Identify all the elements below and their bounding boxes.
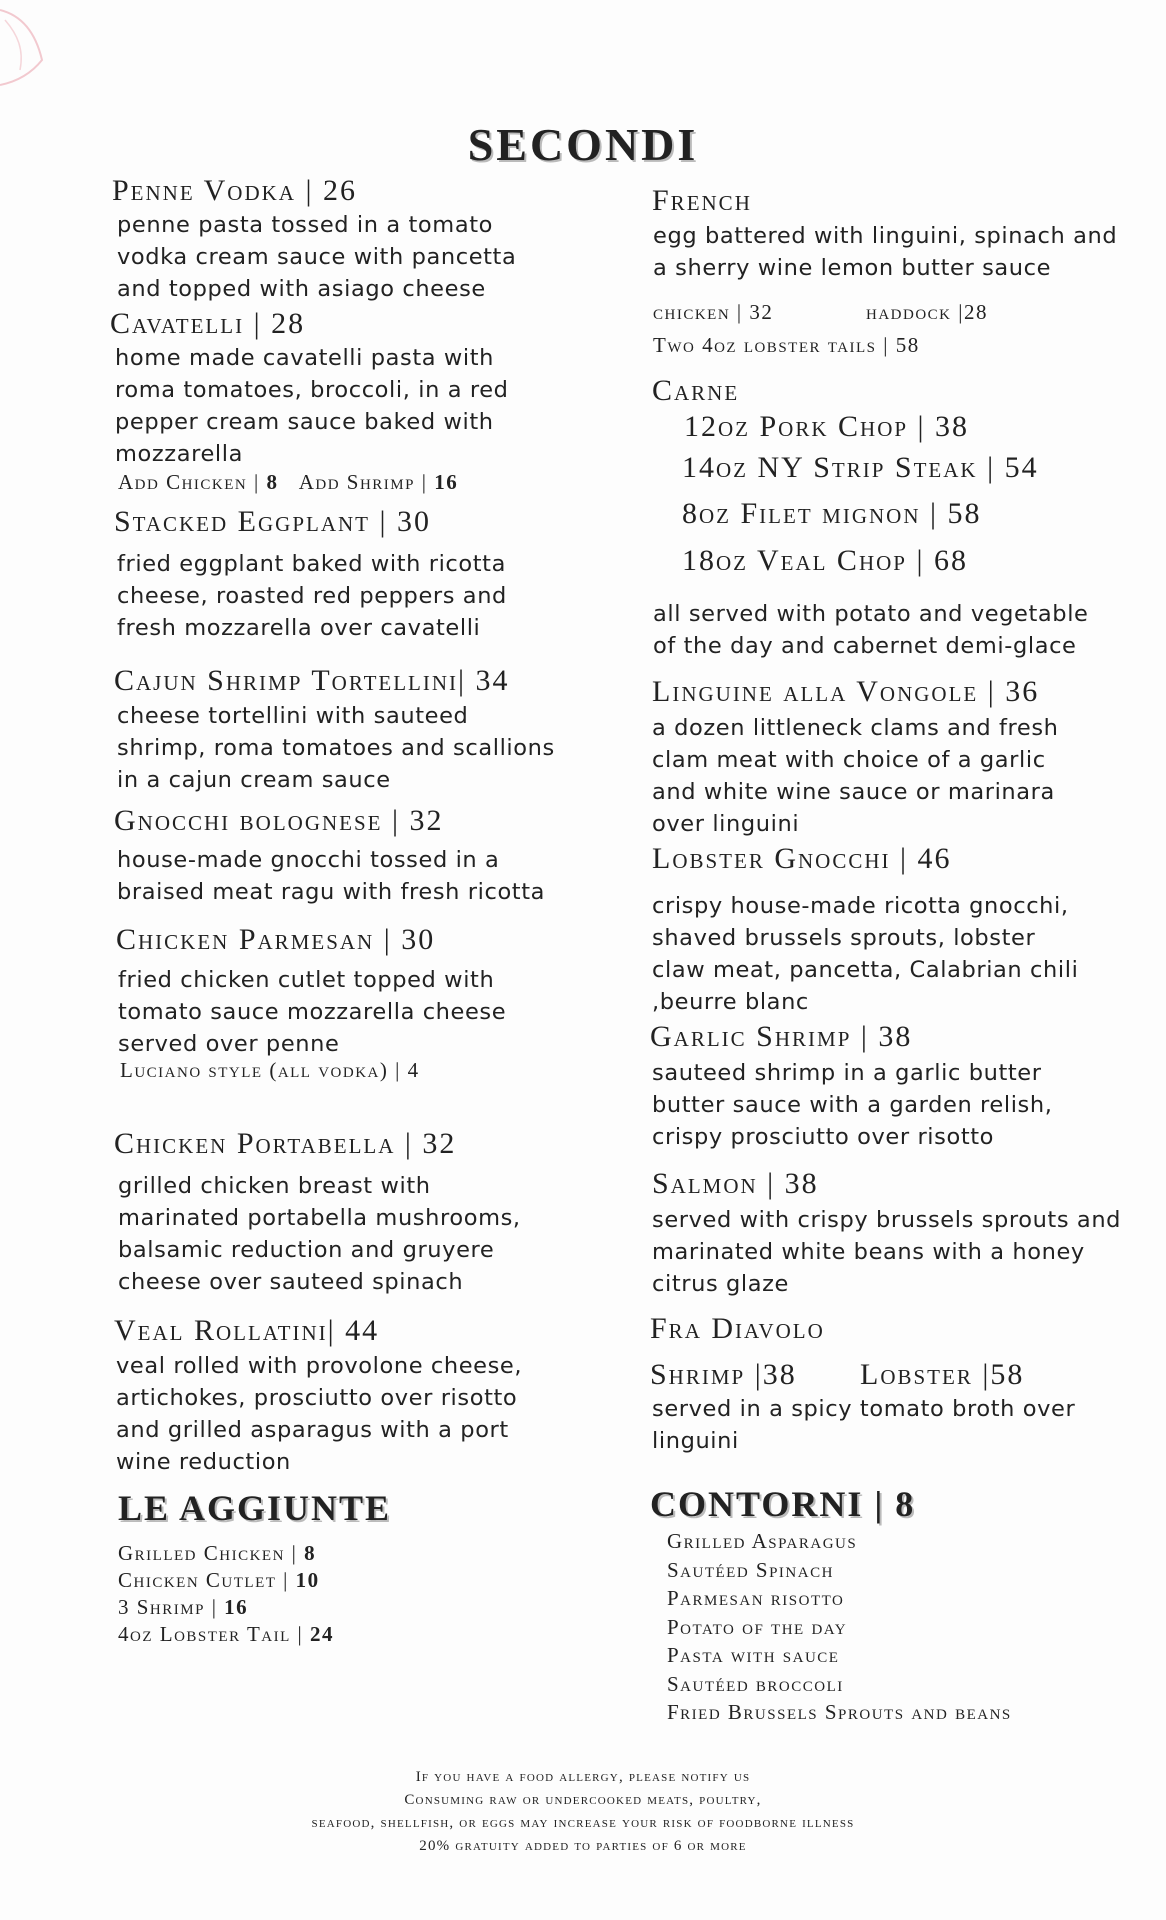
- french-chicken-price: chicken | 32: [653, 300, 774, 324]
- item-name-fra-diavolo: Fra Diavolo: [650, 1312, 825, 1345]
- item-name-gnocchi-bolognese: Gnocchi bolognese | 32: [114, 804, 444, 837]
- item-desc-lobster-gnocchi: crispy house-made ricotta gnocchi, shaved brussels sprouts, lobster claw meat, pancetta, Calabrian chili ,beurre blanc: [652, 893, 1079, 1015]
- item-desc-garlic-shrimp: sauteed shrimp in a garlic butter butter sauce with a garden relish, crispy prosciutto over risotto: [652, 1060, 1053, 1150]
- item-desc-chicken-parmesan: fried chicken cutlet topped with tomato sauce mozzarella cheese served over penne: [118, 967, 507, 1057]
- item-name-carne: Carne: [652, 374, 740, 407]
- contorni-heading: CONTORNI | 8: [650, 1484, 916, 1524]
- item-desc-french: egg battered with linguini, spinach and a sherry wine lemon butter sauce: [653, 223, 1118, 281]
- fra-diavolo-shrimp-price: Shrimp |38: [650, 1358, 797, 1391]
- cavatelli-addons: Add Chicken | 8 Add Shrimp | 16: [118, 470, 459, 494]
- list-item: Pasta with sauce: [667, 1643, 840, 1667]
- item-desc-cajun-shrimp-tortellini: cheese tortellini with sauteed shrimp, roma tomatoes and scallions in a cajun cream sauce: [117, 703, 555, 793]
- list-item: Potato of the day: [667, 1614, 848, 1639]
- item-desc-linguine-vongole: a dozen littleneck clams and fresh clam meat with choice of a garlic and white wine sauce or marinara over linguini: [652, 715, 1059, 837]
- item-name-salmon: Salmon | 38: [652, 1167, 819, 1200]
- le-aggiunte-heading: LE AGGIUNTE: [118, 1488, 392, 1528]
- item-desc-cavatelli: home made cavatelli pasta with roma tomatoes, broccoli, in a red pepper cream sauce baked with mozzarella: [115, 345, 509, 467]
- floral-corner-decoration: [0, 0, 70, 100]
- item-desc-carne: all served with potato and vegetable of the day and cabernet demi-glace: [653, 601, 1089, 659]
- chicken-parmesan-note: Luciano style (all vodka) | 4: [120, 1058, 420, 1082]
- item-desc-gnocchi-bolognese: house-made gnocchi tossed in a braised meat ragu with fresh ricotta: [117, 847, 546, 905]
- item-name-french: French: [652, 184, 752, 217]
- carne-pork-chop: 12oz Pork Chop | 38: [684, 410, 970, 443]
- list-item: 3 Shrimp | 16: [118, 1595, 249, 1619]
- contorni-list: [667, 1527, 1012, 1727]
- list-item: Grilled Chicken | 8: [118, 1541, 317, 1565]
- french-lobster-price: Two 4oz lobster tails | 58: [653, 333, 920, 357]
- list-item: Grilled Asparagus: [667, 1529, 858, 1553]
- item-name-lobster-gnocchi: Lobster Gnocchi | 46: [652, 842, 952, 875]
- item-name-cavatelli: Cavatelli | 28: [110, 307, 306, 340]
- item-desc-veal-rollatini: veal rolled with provolone cheese, artichokes, prosciutto over risotto and grilled asparagus with a port wine reduction: [116, 1353, 523, 1475]
- item-desc-fra-diavolo: served in a spicy tomato broth over linguini: [652, 1396, 1076, 1454]
- item-name-stacked-eggplant: Stacked Eggplant | 30: [114, 505, 431, 538]
- item-desc-salmon: served with crispy brussels sprouts and marinated white beans with a honey citrus glaze: [652, 1207, 1122, 1297]
- item-desc-stacked-eggplant: fried eggplant baked with ricotta cheese, roasted red peppers and fresh mozzarella over cavatelli: [117, 551, 507, 641]
- fra-diavolo-lobster-price: Lobster |58: [860, 1358, 1025, 1391]
- item-name-cajun-shrimp-tortellini: Cajun Shrimp Tortellini| 34: [114, 664, 510, 697]
- item-desc-penne-vodka: penne pasta tossed in a tomato vodka cream sauce with pancetta and topped with asiago cheese: [117, 212, 517, 302]
- item-name-chicken-parmesan: Chicken Parmesan | 30: [116, 923, 436, 956]
- page-title: SECONDI: [467, 119, 699, 170]
- list-item: Sautéed Spinach: [667, 1557, 834, 1582]
- item-name-garlic-shrimp: Garlic Shrimp | 38: [650, 1020, 913, 1053]
- list-item: 4oz Lobster Tail | 24: [118, 1622, 334, 1646]
- list-item: Sautéed broccoli: [667, 1671, 844, 1696]
- item-name-veal-rollatini: Veal Rollatini| 44: [114, 1314, 380, 1347]
- carne-ny-strip: 14oz NY Strip Steak | 54: [682, 451, 1039, 484]
- french-haddock-price: haddock |28: [866, 300, 988, 324]
- list-item: Parmesan risotto: [667, 1586, 845, 1610]
- carne-filet-mignon: 8oz Filet mignon | 58: [682, 497, 982, 530]
- carne-veal-chop: 18oz Veal Chop | 68: [682, 544, 968, 577]
- item-name-chicken-portabella: Chicken Portabella | 32: [114, 1127, 457, 1160]
- le-aggiunte-list: [118, 1540, 334, 1648]
- list-item: Fried Brussels Sprouts and beans: [667, 1700, 1012, 1724]
- footer-notice: If you have a food allergy, please notify us Consuming raw or undercooked meats, poultry, seafood, shellfish, or eggs may increase your risk of foodborne illness 20% gratuity added to parties of 6 or more: [311, 1769, 855, 1854]
- item-desc-chicken-portabella: grilled chicken breast with marinated portabella mushrooms, balsamic reduction and gruyere cheese over sauteed spinach: [118, 1173, 521, 1295]
- list-item: Chicken Cutlet | 10: [118, 1568, 320, 1592]
- item-name-linguine-vongole: Linguine alla Vongole | 36: [652, 675, 1040, 708]
- item-name-penne-vodka: Penne Vodka | 26: [112, 174, 357, 207]
